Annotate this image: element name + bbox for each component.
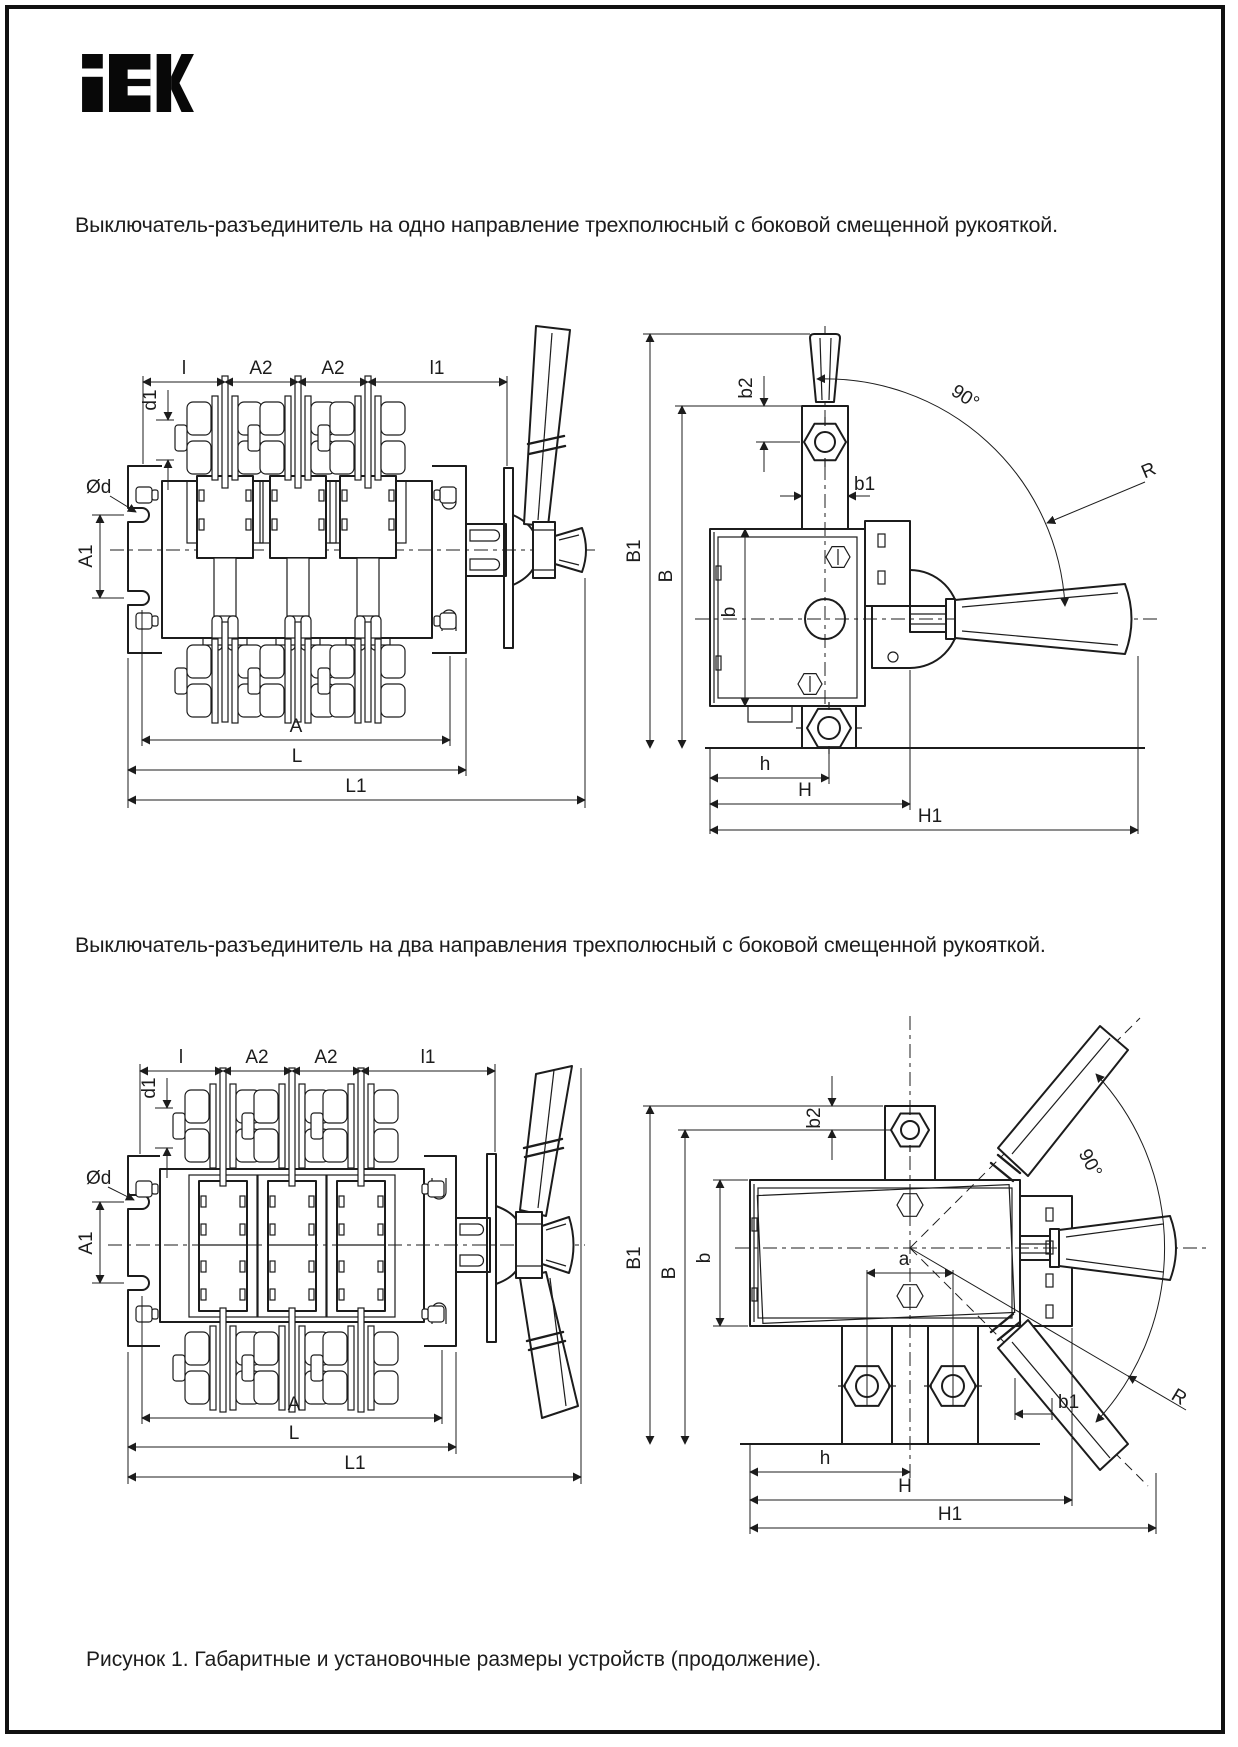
- dim-label-L1: L1: [345, 776, 367, 797]
- side-view-one-direction-drawing: [610, 276, 1170, 838]
- dim-label-diameter-d: Ød: [86, 1168, 112, 1189]
- iek-logo: [82, 54, 194, 112]
- dim-label-d1: d1: [139, 1077, 160, 1099]
- front-view-two-directions-drawing: [76, 956, 600, 1518]
- dim-label-R: R: [1138, 458, 1160, 484]
- handle-up-diagonal: [991, 1026, 1128, 1181]
- device-body-side: [750, 1180, 1020, 1326]
- dim-label-h: h: [819, 1448, 831, 1469]
- dim-label-l: l: [181, 358, 187, 379]
- dim-label-A2: A2: [314, 1047, 338, 1068]
- dim-label-H1: H1: [917, 806, 943, 827]
- side-bracket: [865, 521, 959, 668]
- dim-label-H: H: [898, 1476, 912, 1497]
- dim-label-d1: d1: [140, 389, 161, 411]
- dim-label-angle-90: 90°: [947, 380, 983, 415]
- dim-label-b2: b2: [736, 377, 757, 399]
- section2-title: Выключатель-разъединитель на два направления трехполюсный с боковой смещенной рукояткой.: [75, 933, 1046, 957]
- handle-horizontal-position: [910, 584, 1132, 654]
- poles: [187, 376, 406, 722]
- dim-label-L: L: [288, 1423, 300, 1444]
- handle-up: [524, 326, 570, 526]
- dim-label-h: h: [759, 754, 771, 775]
- dim-label-a: a: [898, 1249, 910, 1270]
- dim-label-L: L: [291, 746, 303, 767]
- dim-label-b: b: [719, 606, 740, 618]
- dim-label-b: b: [694, 1252, 715, 1264]
- handle-knob: [542, 1217, 574, 1273]
- dim-label-H: H: [798, 780, 812, 801]
- bottom-foot: [796, 702, 862, 754]
- dim-label-B1: B1: [624, 539, 645, 563]
- dim-label-B: B: [656, 569, 677, 583]
- dim-label-A: A: [287, 1394, 301, 1415]
- dim-label-A2: A2: [245, 1047, 269, 1068]
- dim-label-b1: b1: [1058, 1392, 1080, 1413]
- dim-label-b2: b2: [804, 1107, 825, 1129]
- side-view-two-directions-drawing: [580, 958, 1220, 1598]
- dim-label-A: A: [289, 716, 303, 737]
- dim-label-A2: A2: [321, 358, 345, 379]
- dim-label-A1: A1: [76, 544, 97, 568]
- dim-label-L1: L1: [344, 1453, 366, 1474]
- dim-label-diameter-d: Ød: [86, 477, 112, 498]
- handle-up-position: [810, 334, 840, 402]
- poles: [189, 1068, 395, 1412]
- handle-knob: [555, 528, 586, 572]
- dim-label-l1: l1: [429, 358, 445, 379]
- dim-label-l: l: [178, 1047, 184, 1068]
- dim-label-A1: A1: [76, 1231, 97, 1255]
- figure-caption: Рисунок 1. Габаритные и установочные размеры устройств (продолжение).: [86, 1648, 822, 1671]
- front-view-one-direction-drawing: [76, 278, 620, 818]
- section1-title: Выключатель-разъединитель на одно направление трехполюсный с боковой смещенной рукояткой.: [75, 213, 1058, 237]
- dim-label-A2: A2: [249, 358, 273, 379]
- dim-label-angle-90: 90°: [1073, 1145, 1106, 1182]
- dim-label-H1: H1: [937, 1504, 963, 1525]
- dim-label-b1: b1: [854, 474, 876, 495]
- dim-label-B: B: [659, 1266, 680, 1280]
- dimensions: [624, 1076, 1156, 1534]
- shaft-and-handle: [466, 326, 586, 648]
- dim-label-l1: l1: [420, 1047, 436, 1068]
- shaft-and-handles: [456, 1066, 578, 1418]
- dim-label-B1: B1: [624, 1246, 645, 1270]
- dim-label-R: R: [1167, 1384, 1191, 1410]
